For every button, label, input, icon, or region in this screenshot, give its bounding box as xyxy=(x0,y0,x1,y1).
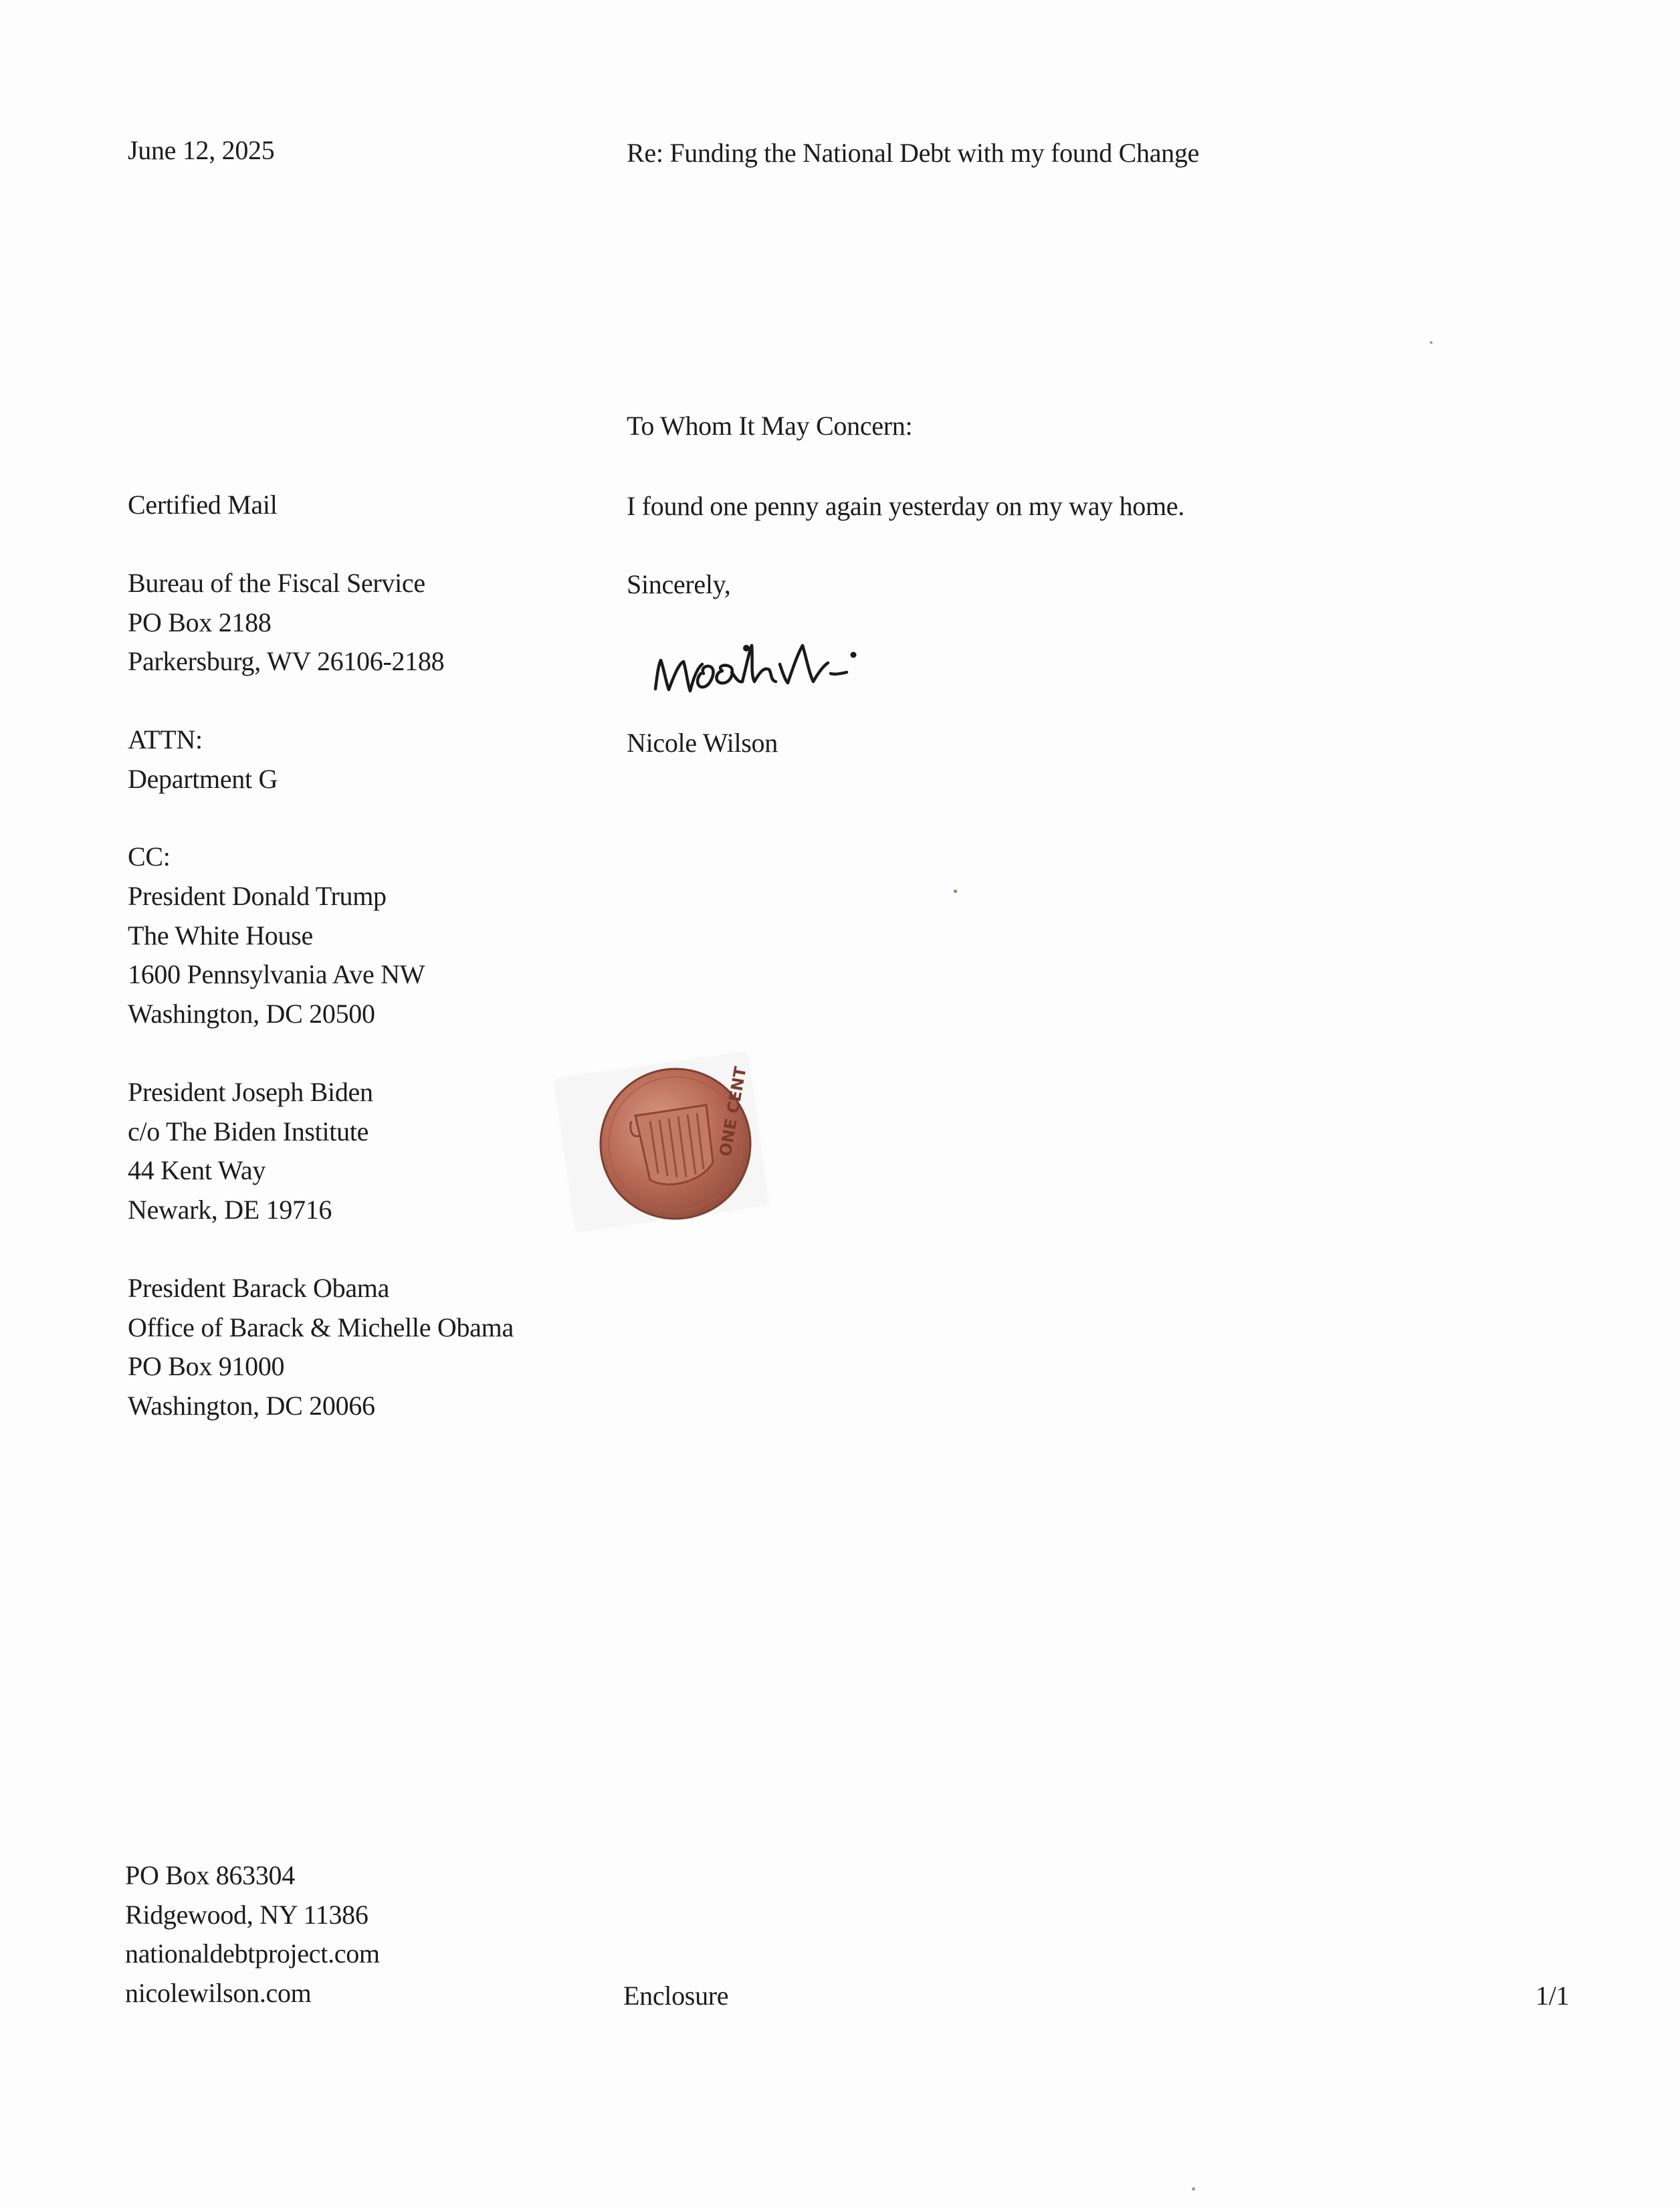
sender-website-link[interactable]: nationaldebtproject.com xyxy=(125,1938,380,1969)
salutation: To Whom It May Concern: xyxy=(627,411,913,441)
sender-website-link[interactable]: nicolewilson.com xyxy=(125,1977,312,2008)
handwritten-signature xyxy=(649,625,963,706)
recipient-line: PO Box 2188 xyxy=(128,607,272,637)
cc-line: Office of Barack & Michelle Obama xyxy=(128,1312,514,1342)
cc-address-obama xyxy=(128,1269,514,1425)
scan-speck xyxy=(1192,2187,1195,2191)
cc-line: PO Box 91000 xyxy=(128,1351,285,1381)
enclosure-label: Enclosure xyxy=(623,1981,729,2011)
recipient-line: Bureau of the Fiscal Service xyxy=(128,568,425,598)
cc-line: President Barack Obama xyxy=(128,1273,390,1303)
enclosed-penny xyxy=(589,1057,762,1231)
attn-label: ATTN: xyxy=(128,724,203,755)
sender-address xyxy=(125,1856,380,2013)
letter-date: June 12, 2025 xyxy=(128,135,275,165)
closing: Sincerely, xyxy=(627,569,731,599)
mail-method: Certified Mail xyxy=(128,490,278,520)
recipient-address xyxy=(128,564,444,682)
sender-line: Ridgewood, NY 11386 xyxy=(125,1899,369,1930)
cc-line: President Donald Trump xyxy=(128,881,387,911)
cc-line: The White House xyxy=(128,920,313,950)
signature-name: Nicole Wilson xyxy=(627,728,778,758)
recipient-line: Parkersburg, WV 26106-2188 xyxy=(128,646,445,676)
cc-line: c/o The Biden Institute xyxy=(128,1116,369,1146)
penny-coin-image xyxy=(589,1057,762,1231)
penny-inscription: ONE CENT xyxy=(716,1065,750,1159)
scan-speck xyxy=(954,890,957,893)
sender-line: PO Box 863304 xyxy=(125,1860,295,1890)
attn-department: Department G xyxy=(128,763,278,794)
letter-body: I found one penny again yesterday on my way home. xyxy=(627,491,1184,521)
cc-line: Newark, DE 19716 xyxy=(128,1194,332,1225)
cc-line: President Joseph Biden xyxy=(128,1077,373,1107)
page-number: 1/1 xyxy=(1536,1981,1570,2011)
scan-speck xyxy=(1430,341,1433,344)
cc-address-biden xyxy=(128,1073,373,1229)
cc-line: Washington, DC 20066 xyxy=(128,1390,375,1421)
cc-address-trump xyxy=(128,877,425,1033)
letter-subject: Re: Funding the National Debt with my found Change xyxy=(627,138,1199,168)
cc-line: 1600 Pennsylvania Ave NW xyxy=(128,959,425,989)
cc-label: CC: xyxy=(128,841,171,872)
attn-block xyxy=(128,720,278,799)
cc-line: Washington, DC 20500 xyxy=(128,998,375,1029)
cc-line: 44 Kent Way xyxy=(128,1155,266,1185)
